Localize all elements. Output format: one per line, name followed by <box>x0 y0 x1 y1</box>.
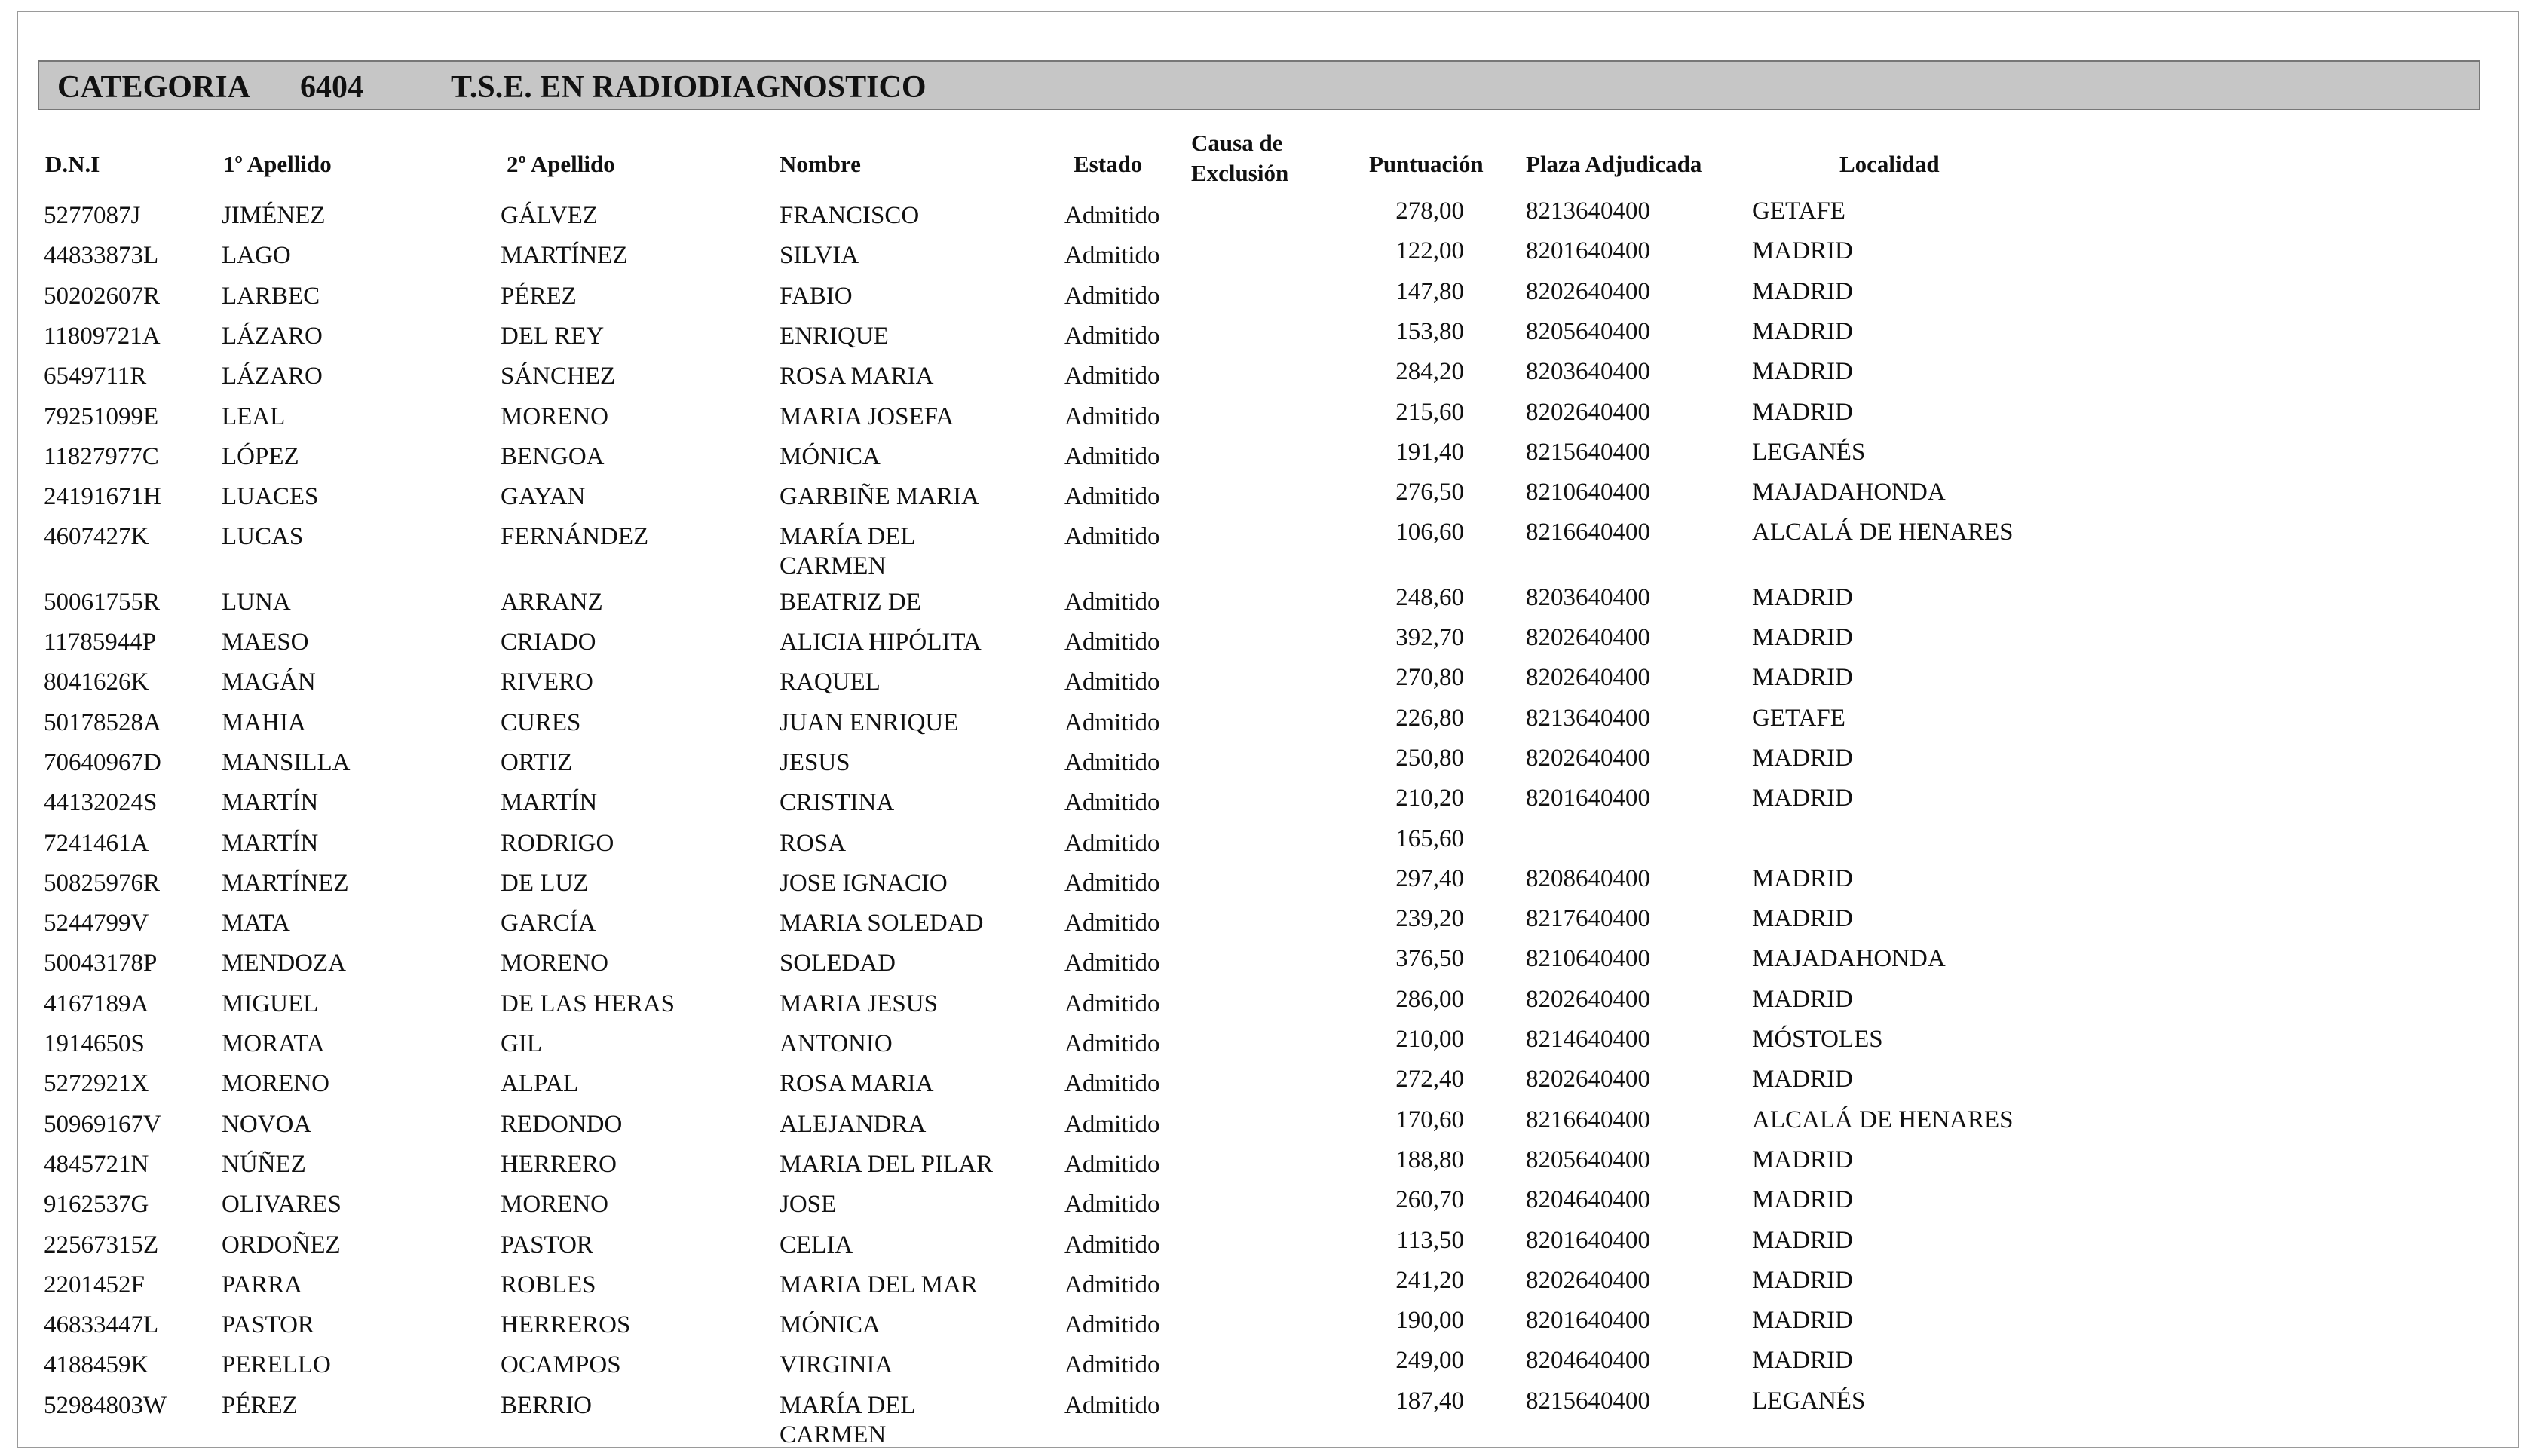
cell-nombre-line2: CARMEN <box>780 1421 887 1448</box>
cell-plaza: 8210640400 <box>1526 479 1650 506</box>
cell-apellido1: PASTOR <box>222 1311 314 1339</box>
cell-nombre: ALICIA HIPÓLITA <box>780 629 982 656</box>
header-dni: D.N.I <box>45 151 100 177</box>
cell-apellido2: ALPAL <box>501 1070 579 1098</box>
cell-plaza: 8201640400 <box>1526 1307 1650 1335</box>
cell-apellido2: GÁLVEZ <box>501 202 598 229</box>
header-causa-line2: Exclusión <box>1191 160 1289 186</box>
cell-plaza: 8204640400 <box>1526 1347 1650 1375</box>
cell-nombre: MARIA JESUS <box>780 990 938 1017</box>
cell-dni: 50202607R <box>44 282 161 310</box>
cell-plaza: 8217640400 <box>1526 905 1650 933</box>
cell-estado: Admitido <box>1064 1231 1160 1259</box>
cell-dni: 50043178P <box>44 950 158 977</box>
cell-dni: 50825976R <box>44 869 161 897</box>
cell-puntuacion: 165,60 <box>1395 824 1464 852</box>
cell-apellido2: BERRIO <box>501 1391 593 1419</box>
cell-apellido2: REDONDO <box>501 1110 623 1138</box>
cell-dni: 24191671H <box>44 483 161 511</box>
cell-apellido1: LAGO <box>222 242 291 270</box>
cell-localidad: MADRID <box>1752 398 1853 426</box>
category-bar <box>38 60 2480 110</box>
cell-puntuacion: 187,40 <box>1395 1387 1464 1415</box>
cell-puntuacion: 241,20 <box>1395 1266 1464 1294</box>
cell-puntuacion: 249,00 <box>1395 1347 1464 1375</box>
cell-puntuacion: 188,80 <box>1395 1146 1464 1173</box>
cell-estado: Admitido <box>1064 1110 1160 1138</box>
cell-apellido1: LÓPEZ <box>222 442 299 470</box>
cell-plaza: 8215640400 <box>1526 1387 1650 1415</box>
cell-nombre: JESUS <box>780 748 850 776</box>
category-code: 6404 <box>300 70 363 105</box>
cell-plaza: 8213640400 <box>1526 197 1650 225</box>
cell-apellido2: MARTÍNEZ <box>501 242 628 270</box>
cell-plaza: 8214640400 <box>1526 1026 1650 1053</box>
cell-plaza: 8213640400 <box>1526 704 1650 732</box>
cell-nombre: GARBIÑE MARIA <box>780 483 979 511</box>
cell-dni: 5272921X <box>44 1070 149 1098</box>
cell-estado: Admitido <box>1064 442 1160 470</box>
cell-apellido2: DEL REY <box>501 322 605 350</box>
cell-localidad: MADRID <box>1752 277 1853 305</box>
cell-apellido2: MORENO <box>501 950 609 977</box>
cell-localidad: MAJADAHONDA <box>1752 479 1946 506</box>
cell-dni: 52984803W <box>44 1391 167 1419</box>
cell-plaza: 8216640400 <box>1526 1106 1650 1133</box>
cell-localidad: MADRID <box>1752 1186 1853 1214</box>
cell-dni: 22567315Z <box>44 1231 159 1259</box>
cell-puntuacion: 170,60 <box>1395 1106 1464 1133</box>
cell-puntuacion: 278,00 <box>1395 197 1464 225</box>
cell-puntuacion: 250,80 <box>1395 744 1464 772</box>
category-label: CATEGORIA <box>57 70 250 105</box>
cell-nombre: JOSE IGNACIO <box>780 869 948 897</box>
cell-localidad: MADRID <box>1752 1066 1853 1094</box>
cell-plaza: 8210640400 <box>1526 945 1650 973</box>
page-frame <box>17 11 2519 1448</box>
cell-puntuacion: 147,80 <box>1395 277 1464 305</box>
cell-apellido2: ORTIZ <box>501 748 573 776</box>
cell-nombre: MÓNICA <box>780 442 881 470</box>
header-nombre: Nombre <box>780 151 861 177</box>
cell-estado: Admitido <box>1064 789 1160 817</box>
cell-apellido1: OLIVARES <box>222 1191 342 1219</box>
cell-apellido2: CURES <box>501 708 581 736</box>
cell-nombre: ROSA <box>780 829 847 857</box>
cell-apellido1: NOVOA <box>222 1110 312 1138</box>
cell-apellido1: NÚÑEZ <box>222 1150 306 1178</box>
cell-apellido1: LARBEC <box>222 282 320 310</box>
cell-nombre-line2: CARMEN <box>780 552 887 580</box>
cell-apellido1: LEAL <box>222 402 286 430</box>
cell-apellido2: GARCÍA <box>501 910 596 938</box>
cell-nombre: ALEJANDRA <box>780 1110 927 1138</box>
cell-nombre: CRISTINA <box>780 789 895 817</box>
cell-estado: Admitido <box>1064 1070 1160 1098</box>
cell-puntuacion: 276,50 <box>1395 479 1464 506</box>
cell-nombre: MARÍA DEL <box>780 523 916 551</box>
cell-dni: 50061755R <box>44 588 161 616</box>
cell-localidad: LEGANÉS <box>1752 438 1866 466</box>
cell-localidad: MADRID <box>1752 624 1853 651</box>
cell-localidad: MADRID <box>1752 785 1853 812</box>
cell-apellido1: MAHIA <box>222 708 306 736</box>
cell-estado: Admitido <box>1064 282 1160 310</box>
cell-plaza: 8215640400 <box>1526 438 1650 466</box>
cell-plaza: 8201640400 <box>1526 785 1650 812</box>
cell-plaza: 8204640400 <box>1526 1186 1650 1214</box>
cell-estado: Admitido <box>1064 402 1160 430</box>
cell-apellido2: PASTOR <box>501 1231 593 1259</box>
cell-nombre: MÓNICA <box>780 1311 881 1339</box>
cell-nombre: MARIA SOLEDAD <box>780 910 984 938</box>
cell-plaza: 8216640400 <box>1526 518 1650 546</box>
cell-localidad: MADRID <box>1752 237 1853 265</box>
cell-apellido1: LÁZARO <box>222 362 323 390</box>
cell-localidad: MADRID <box>1752 1347 1853 1375</box>
cell-dni: 44132024S <box>44 789 158 817</box>
cell-estado: Admitido <box>1064 668 1160 696</box>
cell-dni: 8041626K <box>44 668 149 696</box>
cell-estado: Admitido <box>1064 362 1160 390</box>
cell-apellido1: MAESO <box>222 629 309 656</box>
cell-puntuacion: 376,50 <box>1395 945 1464 973</box>
cell-nombre: SOLEDAD <box>780 950 896 977</box>
cell-apellido2: MARTÍN <box>501 789 598 817</box>
cell-nombre: RAQUEL <box>780 668 881 696</box>
cell-dni: 4188459K <box>44 1351 149 1379</box>
cell-puntuacion: 260,70 <box>1395 1186 1464 1214</box>
cell-estado: Admitido <box>1064 1191 1160 1219</box>
cell-nombre: VIRGINIA <box>780 1351 893 1379</box>
cell-apellido1: MENDOZA <box>222 950 346 977</box>
cell-nombre: ROSA MARIA <box>780 1070 934 1098</box>
cell-apellido2: ROBLES <box>501 1271 596 1298</box>
header-causa-line1: Causa de <box>1191 130 1283 156</box>
cell-apellido1: MARTÍN <box>222 829 319 857</box>
cell-estado: Admitido <box>1064 1311 1160 1339</box>
cell-nombre: MARÍA DEL <box>780 1391 916 1419</box>
cell-plaza: 8202640400 <box>1526 744 1650 772</box>
cell-apellido1: MAGÁN <box>222 668 316 696</box>
cell-apellido2: FERNÁNDEZ <box>501 523 649 551</box>
cell-dni: 4607427K <box>44 523 149 551</box>
cell-apellido1: JIMÉNEZ <box>222 202 326 229</box>
cell-apellido1: PÉREZ <box>222 1391 298 1419</box>
cell-plaza: 8201640400 <box>1526 1226 1650 1254</box>
cell-localidad: MADRID <box>1752 985 1853 1013</box>
cell-dni: 1914650S <box>44 1030 145 1057</box>
cell-puntuacion: 210,20 <box>1395 785 1464 812</box>
cell-puntuacion: 286,00 <box>1395 985 1464 1013</box>
cell-apellido1: MORATA <box>222 1030 325 1057</box>
cell-localidad: MADRID <box>1752 583 1853 611</box>
cell-apellido2: BENGOA <box>501 442 605 470</box>
cell-apellido2: DE LUZ <box>501 869 589 897</box>
cell-puntuacion: 210,00 <box>1395 1026 1464 1053</box>
cell-apellido2: CRIADO <box>501 629 596 656</box>
cell-puntuacion: 106,60 <box>1395 518 1464 546</box>
cell-plaza: 8208640400 <box>1526 864 1650 892</box>
cell-dni: 2201452F <box>44 1271 145 1298</box>
cell-apellido2: SÁNCHEZ <box>501 362 616 390</box>
cell-nombre: MARIA DEL PILAR <box>780 1150 993 1178</box>
cell-estado: Admitido <box>1064 708 1160 736</box>
cell-dni: 70640967D <box>44 748 161 776</box>
header-plaza: Plaza Adjudicada <box>1526 151 1702 177</box>
cell-estado: Admitido <box>1064 1030 1160 1057</box>
cell-localidad: GETAFE <box>1752 197 1845 225</box>
cell-plaza: 8203640400 <box>1526 583 1650 611</box>
header-puntuacion: Puntuación <box>1369 151 1484 177</box>
cell-apellido2: HERREROS <box>501 1311 631 1339</box>
cell-localidad: MADRID <box>1752 1146 1853 1173</box>
cell-plaza: 8202640400 <box>1526 1066 1650 1094</box>
cell-localidad: MADRID <box>1752 358 1853 386</box>
cell-estado: Admitido <box>1064 990 1160 1017</box>
cell-estado: Admitido <box>1064 1391 1160 1419</box>
cell-plaza: 8202640400 <box>1526 664 1650 692</box>
header-localidad: Localidad <box>1839 151 1940 177</box>
cell-dni: 79251099E <box>44 402 159 430</box>
cell-localidad: MADRID <box>1752 317 1853 345</box>
cell-apellido1: PERELLO <box>222 1351 331 1379</box>
cell-estado: Admitido <box>1064 1271 1160 1298</box>
cell-nombre: SILVIA <box>780 242 859 270</box>
header-apellido1: 1º Apellido <box>223 151 332 177</box>
cell-apellido2: MORENO <box>501 1191 609 1219</box>
cell-puntuacion: 272,40 <box>1395 1066 1464 1094</box>
cell-estado: Admitido <box>1064 629 1160 656</box>
cell-nombre: MARIA DEL MAR <box>780 1271 978 1298</box>
cell-dni: 6549711R <box>44 362 147 390</box>
category-name: T.S.E. EN RADIODIAGNOSTICO <box>451 70 927 105</box>
cell-estado: Admitido <box>1064 869 1160 897</box>
cell-nombre: JUAN ENRIQUE <box>780 708 959 736</box>
cell-apellido1: LUNA <box>222 588 291 616</box>
cell-apellido1: LUCAS <box>222 523 304 551</box>
cell-localidad: ALCALÁ DE HENARES <box>1752 518 2014 546</box>
header-apellido2: 2º Apellido <box>507 151 615 177</box>
cell-estado: Admitido <box>1064 202 1160 229</box>
cell-apellido1: ORDOÑEZ <box>222 1231 341 1259</box>
cell-puntuacion: 297,40 <box>1395 864 1464 892</box>
cell-plaza: 8201640400 <box>1526 237 1650 265</box>
cell-apellido2: GIL <box>501 1030 542 1057</box>
cell-estado: Admitido <box>1064 910 1160 938</box>
cell-apellido1: MIGUEL <box>222 990 319 1017</box>
cell-puntuacion: 392,70 <box>1395 624 1464 651</box>
cell-dni: 5244799V <box>44 910 149 938</box>
cell-localidad: MAJADAHONDA <box>1752 945 1946 973</box>
cell-apellido2: HERRERO <box>501 1150 617 1178</box>
cell-apellido1: PARRA <box>222 1271 303 1298</box>
cell-apellido1: MANSILLA <box>222 748 351 776</box>
cell-nombre: FABIO <box>780 282 853 310</box>
cell-estado: Admitido <box>1064 950 1160 977</box>
cell-plaza: 8205640400 <box>1526 1146 1650 1173</box>
cell-localidad: MADRID <box>1752 744 1853 772</box>
cell-apellido1: MORENO <box>222 1070 330 1098</box>
cell-dni: 50178528A <box>44 708 161 736</box>
cell-localidad: GETAFE <box>1752 704 1845 732</box>
cell-localidad: MADRID <box>1752 1226 1853 1254</box>
cell-estado: Admitido <box>1064 1351 1160 1379</box>
cell-dni: 11827977C <box>44 442 159 470</box>
cell-puntuacion: 239,20 <box>1395 905 1464 933</box>
cell-plaza: 8202640400 <box>1526 398 1650 426</box>
cell-puntuacion: 248,60 <box>1395 583 1464 611</box>
cell-apellido1: LÁZARO <box>222 322 323 350</box>
cell-estado: Admitido <box>1064 829 1160 857</box>
cell-plaza: 8202640400 <box>1526 277 1650 305</box>
cell-nombre: FRANCISCO <box>780 202 920 229</box>
cell-apellido1: LUACES <box>222 483 319 511</box>
cell-dni: 46833447L <box>44 1311 159 1339</box>
cell-dni: 4167189A <box>44 990 149 1017</box>
cell-estado: Admitido <box>1064 322 1160 350</box>
cell-plaza: 8202640400 <box>1526 624 1650 651</box>
cell-estado: Admitido <box>1064 523 1160 551</box>
cell-dni: 9162537G <box>44 1191 149 1219</box>
cell-dni: 4845721N <box>44 1150 149 1178</box>
cell-puntuacion: 270,80 <box>1395 664 1464 692</box>
cell-dni: 11809721A <box>44 322 161 350</box>
cell-estado: Admitido <box>1064 1150 1160 1178</box>
cell-dni: 5277087J <box>44 202 141 229</box>
cell-estado: Admitido <box>1064 588 1160 616</box>
cell-localidad: MADRID <box>1752 905 1853 933</box>
cell-localidad: MADRID <box>1752 664 1853 692</box>
cell-estado: Admitido <box>1064 483 1160 511</box>
cell-nombre: ANTONIO <box>780 1030 893 1057</box>
cell-dni: 50969167V <box>44 1110 161 1138</box>
cell-plaza: 8205640400 <box>1526 317 1650 345</box>
cell-apellido2: RODRIGO <box>501 829 614 857</box>
cell-apellido2: PÉREZ <box>501 282 577 310</box>
cell-nombre: CELIA <box>780 1231 853 1259</box>
cell-apellido1: MARTÍN <box>222 789 319 817</box>
cell-nombre: MARIA JOSEFA <box>780 402 954 430</box>
cell-apellido2: DE LAS HERAS <box>501 990 675 1017</box>
cell-plaza: 8203640400 <box>1526 358 1650 386</box>
cell-puntuacion: 215,60 <box>1395 398 1464 426</box>
cell-localidad: ALCALÁ DE HENARES <box>1752 1106 2014 1133</box>
cell-localidad: MÓSTOLES <box>1752 1026 1883 1053</box>
cell-nombre: BEATRIZ DE <box>780 588 921 616</box>
cell-puntuacion: 191,40 <box>1395 438 1464 466</box>
cell-apellido2: GAYAN <box>501 483 586 511</box>
cell-apellido2: RIVERO <box>501 668 593 696</box>
cell-dni: 44833873L <box>44 242 159 270</box>
cell-apellido2: MORENO <box>501 402 609 430</box>
cell-dni: 11785944P <box>44 629 157 656</box>
cell-puntuacion: 113,50 <box>1396 1226 1464 1254</box>
cell-dni: 7241461A <box>44 829 149 857</box>
cell-localidad: MADRID <box>1752 1266 1853 1294</box>
cell-localidad: MADRID <box>1752 864 1853 892</box>
cell-localidad: LEGANÉS <box>1752 1387 1866 1415</box>
cell-nombre: ENRIQUE <box>780 322 889 350</box>
cell-nombre: ROSA MARIA <box>780 362 934 390</box>
cell-plaza: 8202640400 <box>1526 1266 1650 1294</box>
cell-estado: Admitido <box>1064 242 1160 270</box>
cell-plaza: 8202640400 <box>1526 985 1650 1013</box>
cell-estado: Admitido <box>1064 748 1160 776</box>
cell-apellido1: MATA <box>222 910 290 938</box>
header-estado: Estado <box>1074 151 1143 177</box>
cell-puntuacion: 122,00 <box>1395 237 1464 265</box>
cell-nombre: JOSE <box>780 1191 837 1219</box>
cell-puntuacion: 284,20 <box>1395 358 1464 386</box>
cell-puntuacion: 226,80 <box>1395 704 1464 732</box>
cell-localidad: MADRID <box>1752 1307 1853 1335</box>
cell-puntuacion: 153,80 <box>1395 317 1464 345</box>
cell-apellido2: OCAMPOS <box>501 1351 621 1379</box>
cell-apellido2: ARRANZ <box>501 588 603 616</box>
cell-apellido1: MARTÍNEZ <box>222 869 349 897</box>
cell-puntuacion: 190,00 <box>1395 1307 1464 1335</box>
